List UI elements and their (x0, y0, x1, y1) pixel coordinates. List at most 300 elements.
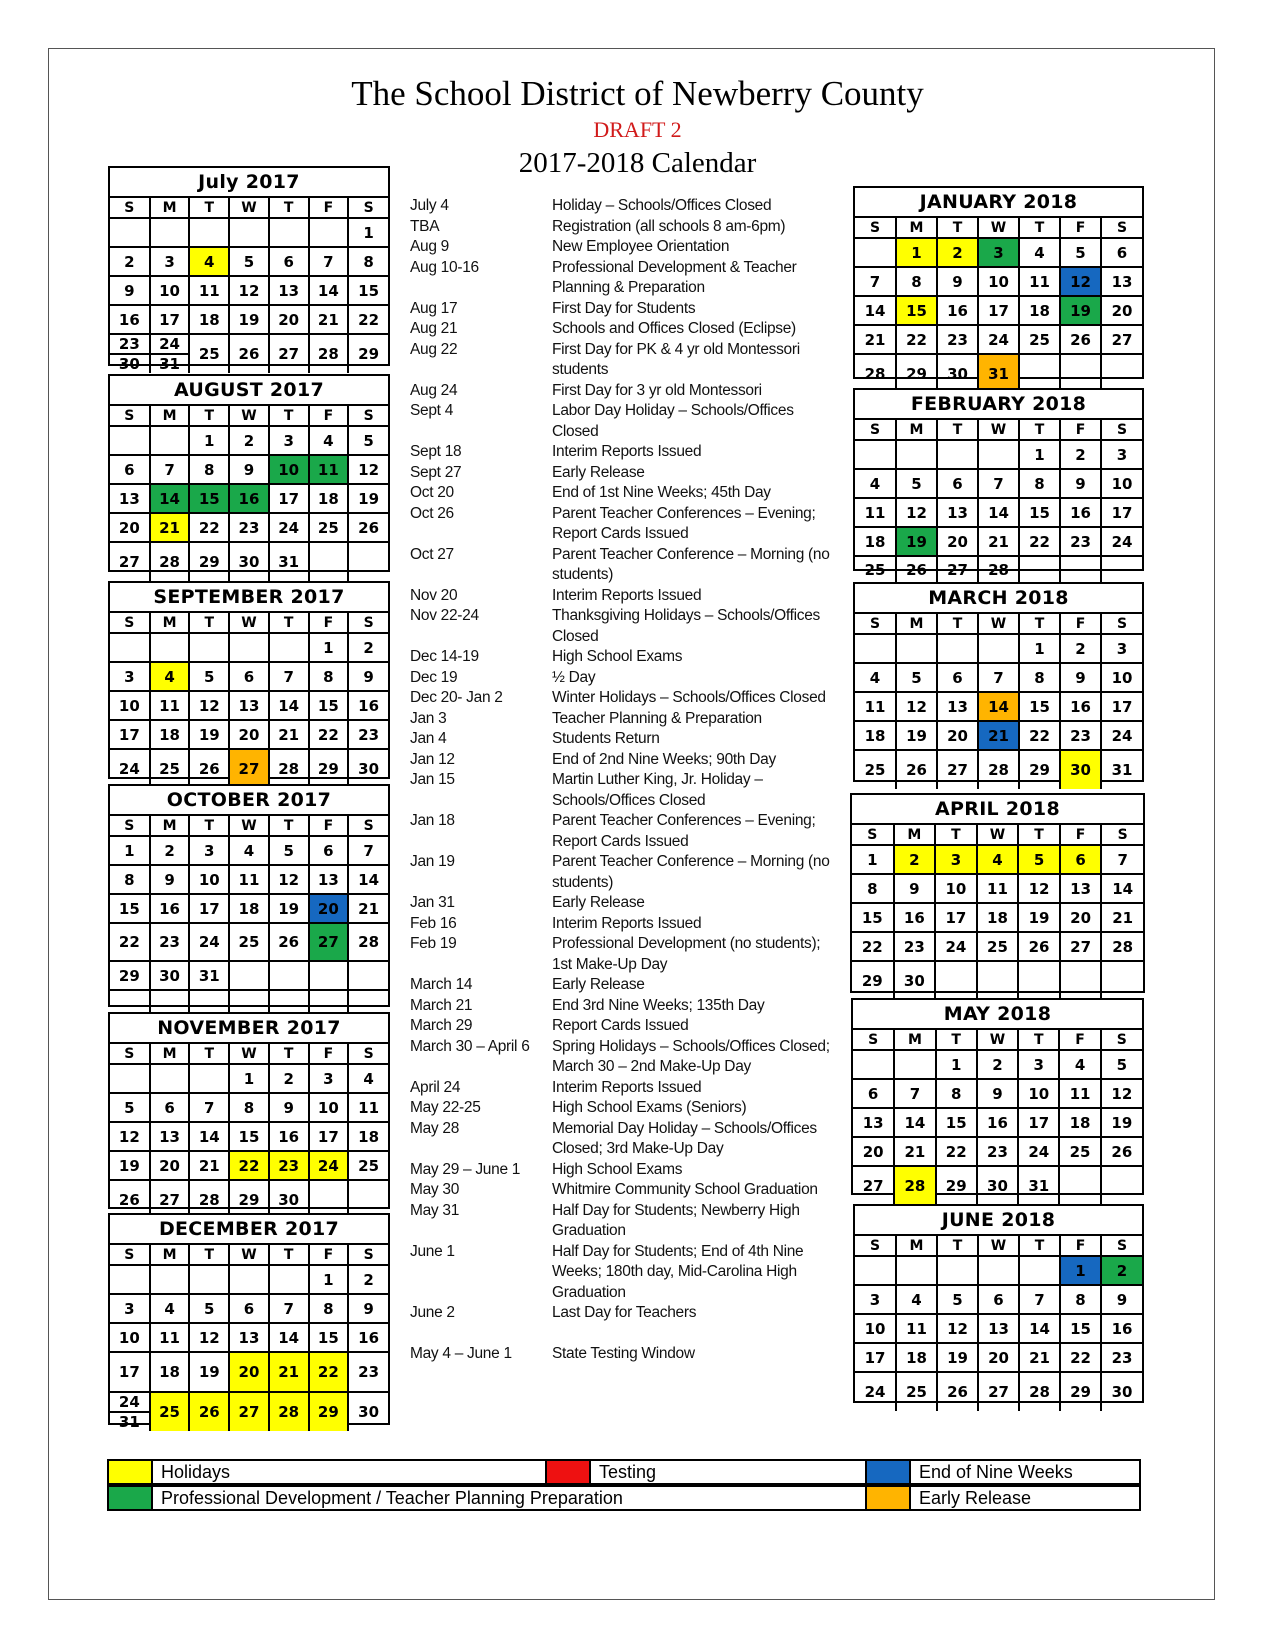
weekday-header: T (937, 614, 978, 634)
day-cell: 1 (189, 426, 229, 455)
day-cell: 7 (150, 455, 190, 484)
day-cell: 18 (150, 1352, 190, 1392)
event-description: Registration (all schools 8 am-6pm) (552, 217, 786, 235)
event-description: Parent Teacher Conferences – Evening; Report Cards Issued (552, 812, 816, 850)
day-cell: 3 (935, 845, 977, 874)
event-date: Oct 20 (410, 484, 454, 501)
day-cell: 30 (1060, 750, 1101, 789)
day-cell (937, 634, 978, 663)
day-cell: 11 (150, 1323, 190, 1352)
day-cell: 13 (229, 1323, 269, 1352)
day-cell: 3 (150, 247, 190, 276)
weekday-header: W (978, 218, 1019, 238)
day-cell: 2 (894, 845, 936, 874)
day-cell: 3 (978, 238, 1019, 267)
day-cell (189, 1064, 229, 1093)
day-cell: 10 (855, 1314, 896, 1343)
day-cell: 23 (348, 1352, 388, 1392)
month-title: JUNE 2018 (855, 1206, 1142, 1236)
day-cell: 20 (309, 894, 349, 923)
day-cell: 29 (896, 354, 937, 393)
day-cell: 25 (1059, 1137, 1100, 1166)
day-cell: 12 (189, 691, 229, 720)
event-description: Half Day for Students; End of 4th Nine Weeks; 180th day, Mid-Carolina High Graduation (552, 1242, 804, 1301)
weekday-header: T (189, 406, 229, 426)
day-cell: 31 (269, 542, 309, 581)
event-description: High School Exams (552, 648, 683, 665)
day-cell (110, 218, 150, 247)
day-cell: 30 (894, 961, 936, 1000)
event-date: Dec 14-19 (410, 648, 479, 665)
event-row (410, 750, 840, 771)
day-cell: 22 (852, 932, 894, 961)
event-row (410, 217, 840, 238)
day-cell (309, 961, 349, 990)
event-date: March 21 (410, 996, 473, 1014)
day-cell: 17 (189, 894, 229, 923)
legend-item-professional-development: Professional Development / Teacher Planning Preparation (107, 1485, 867, 1511)
day-cell: 23 (1060, 527, 1101, 556)
weekday-header: F (1060, 825, 1102, 845)
weekday-header: T (935, 825, 977, 845)
day-cell: 15 (110, 894, 150, 923)
day-cell (855, 238, 896, 267)
event-date: May 28 (410, 1119, 460, 1137)
day-cell: 24 (855, 1372, 896, 1411)
day-cell: 11 (1059, 1079, 1100, 1108)
day-cell: 24 (978, 325, 1019, 354)
event-row (410, 1242, 840, 1304)
day-cell: 29 (348, 334, 388, 373)
event-row (410, 1037, 840, 1078)
day-cell: 28 (150, 542, 190, 581)
event-description: High School Exams (552, 1160, 683, 1178)
day-cell: 10 (309, 1093, 349, 1122)
day-cell: 20 (978, 1343, 1019, 1372)
day-cell: 31 (978, 354, 1019, 393)
weekday-header: S (110, 1044, 150, 1064)
day-cell: 22 (896, 325, 937, 354)
day-cell: 18 (855, 721, 896, 750)
day-cell: 28 (894, 1166, 935, 1205)
day-cell: 21 (855, 325, 896, 354)
day-cell (229, 218, 269, 247)
month-calendar (108, 784, 390, 1007)
day-cell: 28 (269, 1392, 309, 1431)
day-cell: 29 (309, 1392, 349, 1431)
day-cell: 1 (348, 218, 388, 247)
day-cell: 30 (937, 354, 978, 393)
day-cell: 15 (852, 903, 894, 932)
day-cell: 17 (1018, 1108, 1059, 1137)
weekday-header: F (309, 613, 349, 633)
day-cell: 15 (1019, 498, 1060, 527)
weekday-header: S (348, 816, 388, 836)
event-date: Sept 18 (410, 443, 462, 460)
day-cell: 14 (894, 1108, 935, 1137)
day-cell: 5 (110, 1093, 150, 1122)
day-cell (937, 1256, 978, 1285)
event-description: Early Release (552, 894, 645, 911)
day-cell: 19 (1060, 296, 1101, 325)
weekday-header: T (269, 406, 309, 426)
day-cell: 2 (977, 1050, 1018, 1079)
day-cell (1019, 556, 1060, 583)
day-cell: 15 (189, 484, 229, 513)
day-cell: 24 (269, 513, 309, 542)
day-cell: 18 (189, 305, 229, 334)
day-cell (110, 1265, 150, 1294)
day-cell: 1 (852, 845, 894, 874)
day-cell: 4 (189, 247, 229, 276)
event-row (410, 586, 840, 607)
weekday-header: F (309, 1245, 349, 1265)
calendar-year-title: 2017-2018 Calendar (518, 147, 757, 179)
day-cell (1059, 1166, 1100, 1205)
event-row (410, 258, 840, 299)
day-cell (150, 1064, 190, 1093)
weekday-header: M (896, 1236, 937, 1256)
day-cell: 1 (309, 1265, 349, 1294)
event-row (410, 914, 840, 935)
day-cell: 24 (309, 1151, 349, 1180)
day-cell: 26 (229, 334, 269, 373)
event-description: High School Exams (Seniors) (552, 1099, 747, 1116)
event-description: Early Release (552, 463, 645, 481)
day-cell: 26 (937, 1372, 978, 1411)
day-cell: 29 (309, 749, 349, 788)
day-cell: 23 30 (110, 334, 150, 373)
day-cell: 20 (150, 1151, 190, 1180)
day-cell: 29 (852, 961, 894, 1000)
day-cell: 19 (189, 720, 229, 749)
weekday-header: W (229, 198, 269, 218)
weekday-header: S (348, 406, 388, 426)
weekday-header: T (1019, 1236, 1060, 1256)
day-cell: 31 (1018, 1166, 1059, 1205)
day-cell: 17 (309, 1122, 349, 1151)
day-cell (894, 1050, 935, 1079)
day-cell: 10 (110, 1323, 150, 1352)
event-description: Early Release (552, 976, 645, 993)
day-cell: 7 (855, 267, 896, 296)
weekday-header: F (309, 816, 349, 836)
day-cell: 26 (189, 1392, 229, 1431)
day-cell: 25 (855, 750, 896, 789)
day-cell: 25 (229, 923, 269, 961)
month-calendar (108, 1012, 390, 1209)
weekday-header: T (269, 1044, 309, 1064)
weekday-header: S (855, 420, 896, 440)
event-date: Jan 12 (410, 750, 455, 768)
day-cell: 8 (1019, 663, 1060, 692)
draft-label: DRAFT 2 (593, 117, 682, 142)
day-cell: 9 (1060, 663, 1101, 692)
day-cell (348, 542, 388, 581)
day-cell: 12 (269, 865, 309, 894)
day-cell: 9 (348, 662, 388, 691)
weekday-header: F (1060, 614, 1101, 634)
day-cell: 25 (150, 749, 190, 788)
day-cell: 24 (189, 923, 229, 961)
day-cell: 27 (309, 923, 349, 961)
event-description: ½ Day (552, 668, 596, 686)
month-title: SEPTEMBER 2017 (110, 583, 388, 613)
day-cell: 25 (189, 334, 229, 373)
day-cell: 17 (1101, 498, 1142, 527)
day-cell: 31 (1101, 750, 1142, 789)
event-date: Sept 4 (410, 402, 454, 419)
weekday-header: M (150, 613, 190, 633)
day-cell: 16 (269, 1122, 309, 1151)
event-date: Jan 15 (410, 771, 455, 788)
day-cell: 14 (1019, 1314, 1060, 1343)
day-cell: 10 (1018, 1079, 1059, 1108)
day-cell: 21 (269, 720, 309, 749)
day-cell: 26 (1101, 1137, 1142, 1166)
day-cell: 11 (855, 498, 896, 527)
day-cell: 21 (189, 1151, 229, 1180)
day-cell: 19 (269, 894, 309, 923)
day-cell: 9 (894, 874, 936, 903)
day-cell: 22 (309, 1352, 349, 1392)
weekday-header: T (1019, 218, 1060, 238)
day-cell: 30 (269, 1180, 309, 1219)
day-cell: 3 (1101, 440, 1142, 469)
day-cell: 17 (978, 296, 1019, 325)
day-cell: 1 (1019, 440, 1060, 469)
weekday-header: S (110, 613, 150, 633)
day-cell: 25 (150, 1392, 190, 1431)
day-cell: 24 (935, 932, 977, 961)
weekday-header: S (855, 1236, 896, 1256)
day-cell: 30 (348, 1392, 388, 1431)
event-date: July 4 (410, 197, 449, 214)
day-cell: 7 (269, 1294, 309, 1323)
day-cell: 3 (309, 1064, 349, 1093)
day-cell: 14 (309, 276, 349, 305)
day-cell: 13 (229, 691, 269, 720)
weekday-header: M (896, 218, 937, 238)
day-cell (269, 1265, 309, 1294)
day-cell (229, 633, 269, 662)
day-cell: 15 (309, 1323, 349, 1352)
event-row (410, 504, 840, 545)
month-calendar (853, 388, 1144, 579)
event-row (410, 463, 840, 484)
day-cell: 19 (896, 527, 937, 556)
day-cell: 10 (150, 276, 190, 305)
day-cell (1101, 556, 1142, 583)
day-cell: 22 (309, 720, 349, 749)
event-date: Oct 26 (410, 504, 454, 522)
day-cell: 16 (977, 1108, 1018, 1137)
day-cell: 15 (896, 296, 937, 325)
day-cell: 9 (269, 1093, 309, 1122)
day-cell: 27 (937, 750, 978, 789)
day-cell: 11 (189, 276, 229, 305)
day-cell: 4 (150, 1294, 190, 1323)
event-description: Report Cards Issued (552, 1017, 689, 1034)
event-row (410, 1180, 840, 1201)
day-cell: 7 (1019, 1285, 1060, 1314)
event-row (410, 688, 840, 709)
day-cell: 23 (977, 1137, 1018, 1166)
event-row (410, 340, 840, 381)
event-description: Interim Reports Issued (552, 586, 702, 604)
day-cell: 27 (937, 556, 978, 583)
day-cell: 17 (855, 1343, 896, 1372)
event-row (410, 770, 840, 811)
weekday-header: W (229, 613, 269, 633)
event-row (410, 237, 840, 258)
event-date: Sept 27 (410, 463, 462, 481)
day-cell: 14 (269, 691, 309, 720)
weekday-header: F (1059, 1030, 1100, 1050)
weekday-header: S (110, 1245, 150, 1265)
day-cell: 9 (150, 865, 190, 894)
weekday-header: W (978, 1236, 1019, 1256)
day-cell: 22 (229, 1151, 269, 1180)
day-cell: 19 (348, 484, 388, 513)
day-cell: 6 (853, 1079, 894, 1108)
event-row (410, 1160, 840, 1181)
day-cell: 6 (269, 247, 309, 276)
day-cell: 12 (189, 1323, 229, 1352)
day-cell: 24 31 (110, 1392, 150, 1431)
day-cell: 26 (896, 556, 937, 583)
day-cell: 23 (937, 325, 978, 354)
weekday-header: F (1060, 218, 1101, 238)
event-description: Interim Reports Issued (552, 1078, 702, 1096)
weekday-header: M (150, 198, 190, 218)
weekday-header: W (229, 816, 269, 836)
day-cell: 30 (1101, 1372, 1142, 1411)
day-cell: 28 (309, 334, 349, 373)
day-cell: 16 (894, 903, 936, 932)
day-cell: 13 (937, 498, 978, 527)
event-date: March 29 (410, 1017, 473, 1034)
day-cell: 9 (1060, 469, 1101, 498)
day-cell: 17 (110, 720, 150, 749)
day-cell: 6 (1060, 845, 1102, 874)
day-cell: 18 (977, 903, 1019, 932)
weekday-header: F (309, 1044, 349, 1064)
month-title: July 2017 (110, 168, 388, 198)
event-description: End 3rd Nine Weeks; 135th Day (552, 996, 765, 1014)
day-cell: 28 (1101, 932, 1143, 961)
event-row (410, 996, 840, 1017)
weekday-header: T (937, 420, 978, 440)
day-cell: 3 (1018, 1050, 1059, 1079)
day-cell: 27 (1060, 932, 1102, 961)
day-cell: 24 (1018, 1137, 1059, 1166)
day-cell: 31 (189, 961, 229, 990)
event-description: New Employee Orientation (552, 238, 730, 255)
weekday-header: W (977, 825, 1019, 845)
day-cell (1101, 961, 1143, 1000)
day-cell: 6 (229, 662, 269, 691)
month-title: JANUARY 2018 (855, 188, 1142, 218)
day-cell: 16 (937, 296, 978, 325)
day-cell: 7 (978, 663, 1019, 692)
event-description: Martin Luther King, Jr. Holiday – Schools/Offices Closed (552, 771, 763, 809)
day-cell: 4 (1059, 1050, 1100, 1079)
event-description: Interim Reports Issued (552, 443, 702, 460)
day-cell: 12 (896, 692, 937, 721)
day-cell: 13 (269, 276, 309, 305)
event-date: Jan 19 (410, 853, 455, 870)
day-cell: 18 (1019, 296, 1060, 325)
weekday-header: T (1018, 1030, 1059, 1050)
day-cell (978, 440, 1019, 469)
weekday-header: M (894, 825, 936, 845)
day-cell: 26 (189, 749, 229, 788)
day-cell: 7 (894, 1079, 935, 1108)
weekday-header: M (150, 1044, 190, 1064)
day-cell: 10 (189, 865, 229, 894)
day-cell: 16 (229, 484, 269, 513)
month-calendar (108, 581, 390, 779)
day-cell: 27 (150, 1180, 190, 1219)
weekday-header: S (110, 198, 150, 218)
day-cell (855, 634, 896, 663)
day-cell (896, 440, 937, 469)
event-date: May 22-25 (410, 1099, 481, 1116)
day-cell: 5 (189, 1294, 229, 1323)
event-row (410, 1201, 840, 1242)
day-cell: 27 (269, 334, 309, 373)
event-description: First Day for Students (552, 299, 696, 317)
day-cell: 19 (937, 1343, 978, 1372)
event-row (410, 1344, 840, 1365)
day-cell: 30 (229, 542, 269, 581)
month-title: MARCH 2018 (855, 584, 1142, 614)
weekday-header: T (937, 1236, 978, 1256)
day-cell: 11 (309, 455, 349, 484)
weekday-header: F (1060, 420, 1101, 440)
day-cell (229, 961, 269, 990)
day-cell (189, 633, 229, 662)
day-cell: 2 (110, 247, 150, 276)
event-date: Feb 16 (410, 914, 457, 932)
day-cell: 25 (896, 1372, 937, 1411)
weekday-header: T (269, 1245, 309, 1265)
day-cell: 16 (1060, 692, 1101, 721)
day-cell: 26 (348, 513, 388, 542)
day-cell: 6 (229, 1294, 269, 1323)
day-cell: 6 (309, 836, 349, 865)
legend-item-early-release: Early Release (865, 1485, 1141, 1511)
day-cell: 7 (348, 836, 388, 865)
month-calendar (853, 582, 1144, 782)
day-cell: 6 (1101, 238, 1142, 267)
day-cell (896, 1256, 937, 1285)
day-cell: 28 (1019, 1372, 1060, 1411)
event-row (410, 606, 840, 647)
event-description: Parent Teacher Conference – Morning (no students) (552, 545, 830, 583)
day-cell: 3 (855, 1285, 896, 1314)
day-cell: 26 (896, 750, 937, 789)
day-cell: 4 (150, 662, 190, 691)
day-cell: 1 (936, 1050, 977, 1079)
day-cell: 24 (1101, 527, 1142, 556)
event-description: End of 2nd Nine Weeks; 90th Day (552, 750, 776, 768)
day-cell: 8 (896, 267, 937, 296)
day-cell: 20 (1101, 296, 1142, 325)
day-cell: 15 (348, 276, 388, 305)
day-cell: 23 (1060, 721, 1101, 750)
